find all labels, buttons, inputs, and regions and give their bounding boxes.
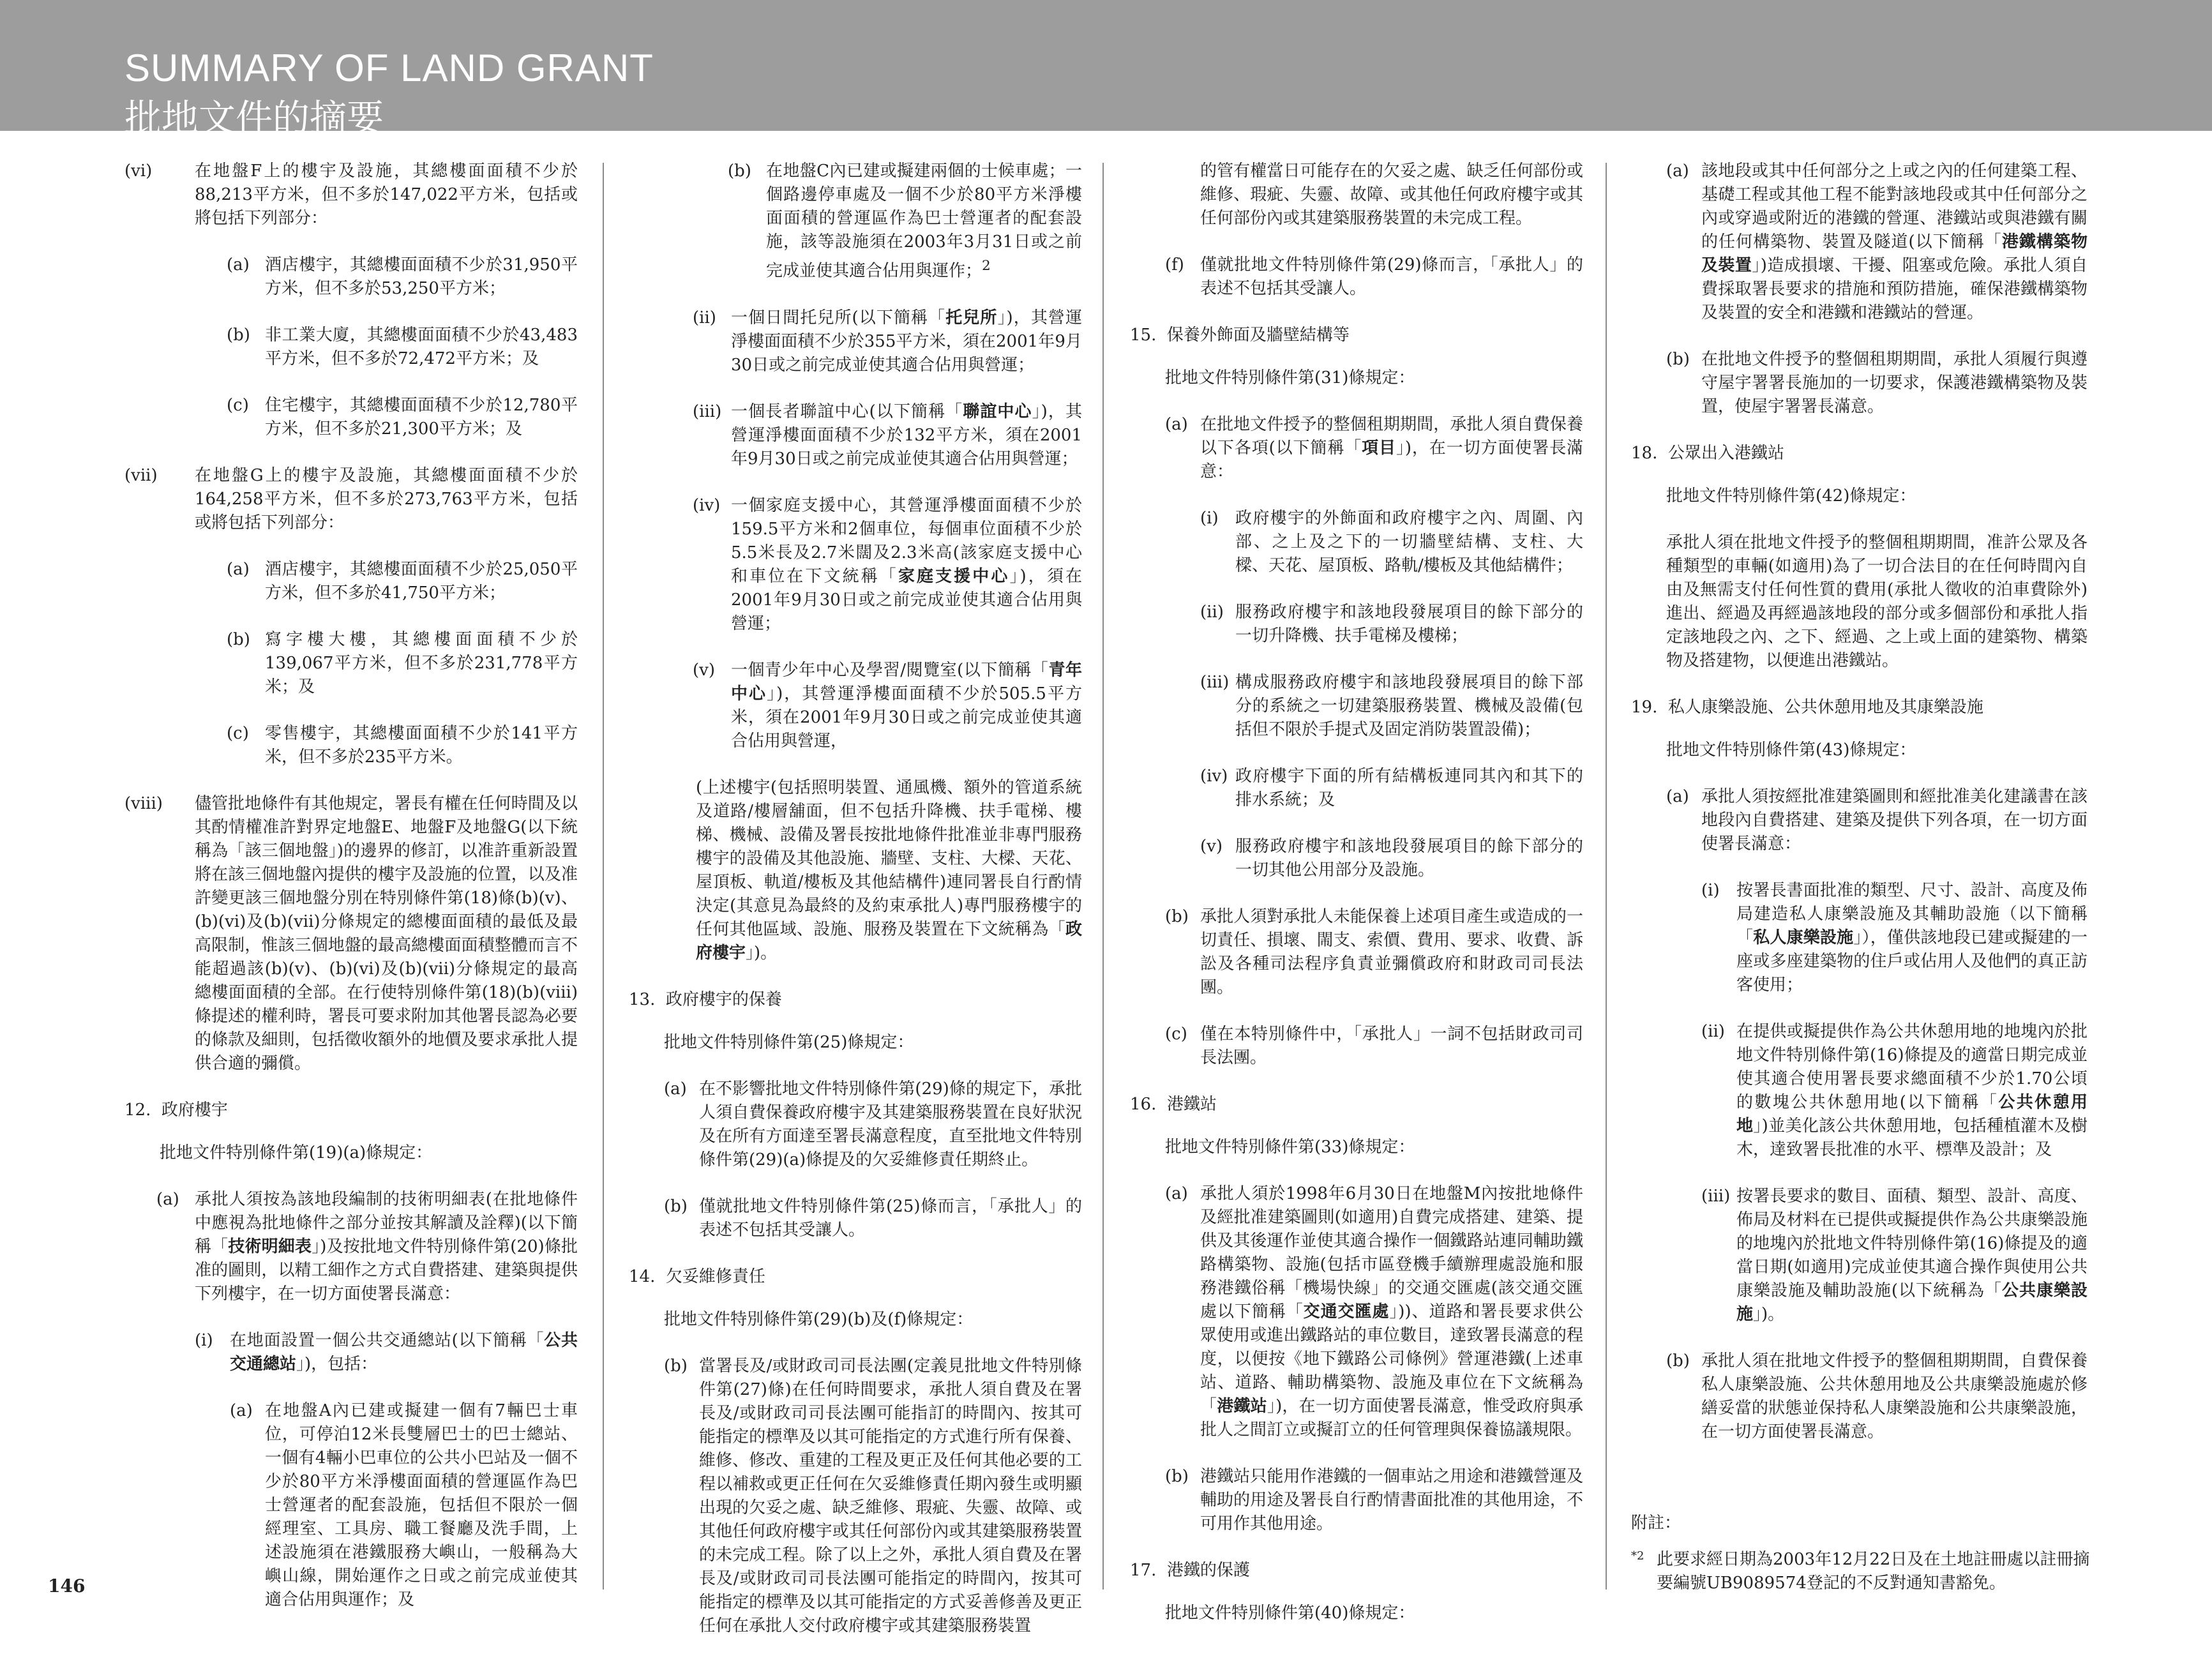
section-19-clause-i: (i) 按署長書面批准的類型、尺寸、設計、高度及佈局建造私人康樂設施及其輔助設施（以下簡稱「私人康樂設施」），僅供該地段已建或擬建的一座或多座建築物的住戶或佔用人及他們的真正訪客使用； (1701, 881, 2088, 995)
section-15-clause-i: (i) 政府樓宇的外飾面和政府樓宇之內、周圍、內部、之上及之下的一切牆壁結構、支柱、大樑、天花、屋頂板、路軌/樓板及其他結構件； (1200, 509, 1583, 575)
page-number: 146 (48, 1575, 86, 1597)
section-15-heading: 15. 保養外飾面及牆壁結構等 (1130, 326, 1350, 345)
section-13-clause-a: (a) 在不影響批地文件特別條件第(29)條的規定下，承批人須自費保養政府樓宇及其建築服務裝置在良好狀況及在所有方面達至署長滿意程度，直至批地文件特別條件第(29)(a)條提及的欠妥維修責任期終止。 (664, 1079, 1082, 1169)
clause-vii-a: (a) 酒店樓宇，其總樓面面積不少於25,050平方米，但不多於41,750平方米； (227, 560, 578, 603)
clause-iii: (iii) 一個長者聯誼中心(以下簡稱「聯誼中心」)，其營運淨樓面面積不少於132平方米，須在2001年9月30日或之前完成並使其適合佔用與營運； (693, 402, 1082, 469)
clause-ii: (ii) 一個日間托兒所(以下簡稱「托兒所」)，其營運淨樓面面積不少於355平方米，須在2001年9月30日或之前完成並使其適合佔用與營運； (693, 308, 1082, 375)
government-buildings-paragraph: (上述樓宇(包括照明裝置、通風機、額外的管道系統及道路/樓層舖面，但不包括升降機、扶手電梯、樓梯、機械、設備及署長按批地條件批准並非專門服務樓宇的設備及其他設施、牆壁、支柱、大樑、天花、屋頂板、軌道/樓板及其他結構件)連同署長自行酌情決定(其意見為最終的及約束承批人)專門服務樓宇的任何其他區域、設施、服務及裝置在下文統稱為「政府樓宇」)。 (696, 778, 1082, 963)
section-19-clause-ii: (ii) 在提供或擬提供作為公共休憩用地的地塊內於批地文件特別條件第(16)條提及的適當日期完成並使其適合使用署長要求總面積不少於1.70公頃的數塊公共休憩用地(以下簡稱「公共休憩用地」)並美化該公共休憩用地，包括種植灌木及樹木，達致署長批准的水平、標準及設計；及 (1701, 1022, 2088, 1159)
footnote-text: 此要求經日期為2003年12月22日及在土地註冊處以註冊摘要編號UB9089574登記的不反對通知書豁免。 (1657, 1550, 2090, 1593)
clause-vi-c: (c) 住宅樓宇，其總樓面面積不少於12,780平方米，但不多於21,300平方米；及 (227, 396, 578, 439)
section-15-clause-iv: (iv) 政府樓宇下面的所有結構板連同其內和其下的排水系統；及 (1200, 767, 1583, 809)
footnote-ref: 2 (982, 258, 991, 274)
column-3 (1130, 160, 1583, 1648)
column-divider (603, 163, 604, 1590)
clause-vi: (vi) 在地盤F上的樓宇及設施，其總樓面面積不少於88,213平方米，但不多於147,022平方米，包括或將包括下列部分： (124, 162, 578, 228)
section-19-clause-a: (a) 承批人須按經批准建築圖則和經批准美化建議書在該地段內自費搭建、建築及提供下列各項，在一切方面使署長滿意： (1666, 787, 2088, 853)
section-19-clause-b: (b) 承批人須在批地文件授予的整個租期期間，自費保養私人康樂設施、公共休憩用地及公共康樂設施處於修繕妥當的狀態並保持私人康樂設施和公共康樂設施，在一切方面使署長滿意。 (1666, 1351, 2088, 1441)
column-divider (1102, 163, 1104, 1590)
clause-v: (v) 一個青少年中心及學習/閱覽室(以下簡稱「青年中心」)，其營運淨樓面面積不少於505.5平方米，須在2001年9月30日或之前完成並使其適合佔用與營運， (693, 660, 1082, 751)
section-17-intro: 批地文件特別條件第(40)條規定： (1165, 1604, 1415, 1623)
section-19-heading: 19. 私人康樂設施、公共休憩用地及其康樂設施 (1631, 698, 1983, 717)
section-17-clause-b: (b) 在批地文件授予的整個租期期間，承批人須履行與遵守屋宇署署長施加的一切要求，保護港鐵構築物及裝置，使屋宇署署長滿意。 (1666, 350, 2088, 416)
section-12-clause-i-a: (a) 在地盤A內已建或擬建一個有7輛巴士車位，可停泊12米長雙層巴士的巴士總站、一個有4輛小巴車位的公共小巴站及一個不少於80平方米淨樓面面積的營運區作為巴士營運者的配套設施，包括但不限於一個經理室、工具房、職工餐廳及洗手間，上述設施須在港鐵服務大嶼山，一般稱為大嶼山線，開始運作之日或之前完成並使其適合佔用與運作；及 (230, 1401, 578, 1609)
section-13-clause-b: (b) 僅就批地文件特別條件第(25)條而言，「承批人」的表述不包括其受讓人。 (664, 1196, 1082, 1240)
section-15-clause-iii: (iii) 構成服務政府樓宇和該地段發展項目的餘下部分的系統之一切建築服務裝置、機械及設備(包括但不限於手提式及固定消防裝置設備)； (1200, 673, 1583, 739)
clause-vi-b: (b) 非工業大廈，其總樓面面積不少於43,483平方米，但不多於72,472平方米；及 (227, 326, 578, 368)
clause-vi-a: (a) 酒店樓宇，其總樓面面積不少於31,950平方米，但不多於53,250平方米； (227, 255, 578, 298)
column-divider (1606, 163, 1607, 1590)
notes-label: 附註： (1631, 1514, 1682, 1533)
section-12-intro: 批地文件特別條件第(19)(a)條規定： (160, 1143, 433, 1162)
section-16-clause-a: (a) 承批人須於1998年6月30日在地盤M內按批地條件及經批准建築圖則(如適用)自費完成搭建、建築、提供及其後運作並使其適合操作一個鐵路站連同輔助鐵路構築物、設施(包括市區登機手續辦理處設施和服務港鐵俗稱「機場快線」的交通交匯處(該交通交匯處以下簡稱「交通交匯處」))、道路和署長要求供公眾使用或進出鐵路站的車位數目，達致署長滿意的程度，以便按《地下鐵路公司條例》營運港鐵(上述車站、道路、輔助構築物、設施及車位在下文統稱為「港鐵站」)，在一切方面使署長滿意，惟受政府與承批人之間訂立或擬訂立的任何管理與保養協議規限。 (1165, 1184, 1583, 1439)
footnote-mark: *2 (1631, 1549, 1644, 1563)
section-15-clause-c: (c) 僅在本特別條件中，「承批人」一詞不包括財政司司長法團。 (1165, 1025, 1583, 1067)
clause-viii: (viii) 儘管批地條件有其他規定，署長有權在任何時間及以其酌情權准許對界定地盤E、地盤F及地盤G(以下統稱為「該三個地盤」)的邊界的修訂，以准許重新設置將在該三個地盤內提供的樓宇及設施的位置，以及准許變更該三個地盤分別在特別條件第(18)條(b)(v)、(b)(vi)及(b)(vii)分條規定的總樓面面積的最低及最高限制，惟該三個地盤的最高總樓面面積整體而言不能超過該(b)(v)、(b)(vi)及(b)(vii)分條規定的最高總樓面面積的全部。在行使特別條件第(18)(b)(viii)條提述的權利時，署長可要求附加其他署長認為必要的條款及細則，包括徵收額外的地價及要求承批人提供合適的彌償。 (124, 794, 578, 1073)
section-16-intro: 批地文件特別條件第(33)條規定： (1165, 1138, 1415, 1157)
column-2 (629, 160, 1082, 1661)
section-18-paragraph: 承批人須在批地文件授予的整個租期期間，准許公眾及各種類型的車輛(如適用)為了一切合法目的在任何時間內自由及無需支付任何性質的費用(承批人徵收的泊車費除外)進出、經過及再經過該地段的部分或多個部份和承批人指定該地段之內、之下、經過、之上或上面的建築物、構築物及搭建物，以便進出港鐵站。 (1666, 533, 2088, 670)
section-15-clause-v: (v) 服務政府樓宇和該地段發展項目的餘下部分的一切其他公用部分及設施。 (1200, 837, 1583, 880)
page-header (0, 0, 2212, 140)
clause-iv: (iv) 一個家庭支援中心，其營運淨樓面面積不少於159.5平方米和2個車位，每個車位面積不少於5.5米長及2.7米闊及2.3米高(該家庭支援中心和車位在下文統稱「家庭支援中心」)，須在2001年9月30日或之前完成並使其適合佔用與營運； (693, 495, 1082, 633)
section-12-clause-i: (i) 在地面設置一個公共交通總站(以下簡稱「公共交通總站」)，包括： (195, 1331, 578, 1374)
section-15-clause-a: (a) 在批地文件授予的整個租期期間，承批人須自費保養以下各項(以下簡稱「項目」)，在一切方面使署長滿意： (1165, 415, 1583, 481)
column-1 (124, 160, 578, 1635)
section-12-heading: 12. 政府樓宇 (124, 1101, 228, 1120)
section-14-continuation: 的管有權當日可能存在的欠妥之處、缺乏任何部份或維修、瑕疵、失靈、故障、或其他任何政府樓宇或其任何部份內或其建築服務裝置的未完成工程。 (1200, 162, 1583, 228)
footnote-2 (1631, 1548, 2091, 1595)
section-14-clause-f: (f) 僅就批地文件特別條件第(29)條而言，「承批人」的表述不包括其受讓人。 (1165, 255, 1583, 298)
section-15-intro: 批地文件特別條件第(31)條規定： (1165, 368, 1415, 387)
clause-b: (b) 在地盤C內已建或擬建兩個的士候車處；一個路邊停車處及一個不少於80平方米淨樓面面積的營運區作為巴士營運者的配套設施，該等設施須在2003年3月31日或之前完成並使其適合佔用與運作；$^2$ (728, 162, 1082, 281)
clause-vii-b: (b) 寫字樓大樓，其總樓面面積不少於139,067平方米，但不多於231,778平方米；及 (227, 630, 578, 696)
section-14-intro: 批地文件特別條件第(29)(b)及(f)條規定： (664, 1309, 974, 1329)
section-15-clause-ii: (ii) 服務政府樓宇和該地段發展項目的餘下部分的一切升降機、扶手電梯及樓梯； (1200, 603, 1583, 645)
section-17-heading: 17. 港鐵的保護 (1130, 1561, 1250, 1580)
clause-vii: (vii) 在地盤G上的樓宇及設施，其總樓面面積不少於164,258平方米，但不多於273,763平方米，包括或將包括下列部分： (124, 466, 578, 532)
section-19-intro: 批地文件特別條件第(43)條規定： (1666, 740, 1916, 760)
section-17-clause-a: (a) 該地段或其中任何部分之上或之內的任何建築工程、基礎工程或其他工程不能對該地段或其中任何部分之內或穿過或附近的港鐵的營運、港鐵站或與港鐵有關的任何構築物、裝置及隧道(以下簡稱「港鐵構築物及裝置」)造成損壞、干擾、阻塞或危險。承批人須自費採取署長要求的措施和預防措施，確保港鐵構築物及裝置的安全和港鐵和港鐵站的營運。 (1666, 162, 2088, 322)
section-12-clause-a: (a) 承批人須按為該地段編制的技術明細表(在批地條件中應視為批地條件之部分並按其解讀及詮釋)(以下簡稱「技術明細表」)及按批地文件特別條件第(20)條批准的圖則，以精工細作之方式自費搭建、建築與提供下列樓宇，在一切方面使署長滿意： (156, 1190, 578, 1304)
section-18-heading: 18. 公眾出入港鐵站 (1631, 444, 1784, 463)
section-16-clause-b: (b) 港鐵站只能用作港鐵的一個車站之用途和港鐵營運及輔助的用途及署長自行酌情書面批准的其他用途，不可用作其他用途。 (1165, 1467, 1583, 1533)
section-14-clause-b: (b) 當署長及/或財政司司長法團(定義見批地文件特別條件第(27)條)在任何時間要求，承批人須自費及在署長及/或財政司司長法團可能指訂的時間內、按其可能指定的標準及以其可能指定的方式進行所有保養、維修、修改、重建的工程及更正及任何其他必要的工程以補救或更正任何在欠妥維修責任期內發生或明顯出現的欠妥之處、缺乏維修、瑕疵、失靈、故障、或其他任何政府樓宇或其任何部份內或其建築服務裝置的未完成工程。除了以上之外，承批人須自費及在署長及/或財政司司長法團可能指定的時間內，按其可能指定的標準及以其可能指定的方式妥善修善及更正任何在承批人交付政府樓宇或其建築服務裝置 (664, 1356, 1082, 1635)
clause-vii-c: (c) 零售樓宇，其總樓面面積不少於141平方米，但不多於235平方米。 (227, 724, 578, 767)
header-title-zh: 批地文件的摘要 (124, 96, 384, 140)
section-13-heading: 13. 政府樓宇的保養 (629, 989, 782, 1009)
section-14-heading: 14. 欠妥維修責任 (629, 1266, 765, 1286)
section-13-intro: 批地文件特別條件第(25)條規定： (664, 1032, 914, 1052)
column-4 (1631, 160, 2088, 1467)
header-title-en: SUMMARY OF LAND GRANT (124, 47, 654, 89)
section-18-intro: 批地文件特別條件第(42)條規定： (1666, 486, 1916, 506)
section-16-heading: 16. 港鐵站 (1130, 1095, 1217, 1114)
section-19-clause-iii: (iii) 按署長要求的數目、面積、類型、設計、高度、佈局及材料在已提供或擬提供作為公共康樂設施的地塊內於批地文件特別條件第(16)條提及的適當日期(如適用)完成並使其適合操作與使用公共康樂設施及輔助設施(以下統稱為「公共康樂設施」)。 (1701, 1187, 2088, 1324)
section-15-clause-b: (b) 承批人須對承批人未能保養上述項目產生或造成的一切責任、損壞、閙支、索價、費用、要求、收費、訴訟及各種司法程序負責並彌償政府和財政司司長法團。 (1165, 907, 1583, 997)
